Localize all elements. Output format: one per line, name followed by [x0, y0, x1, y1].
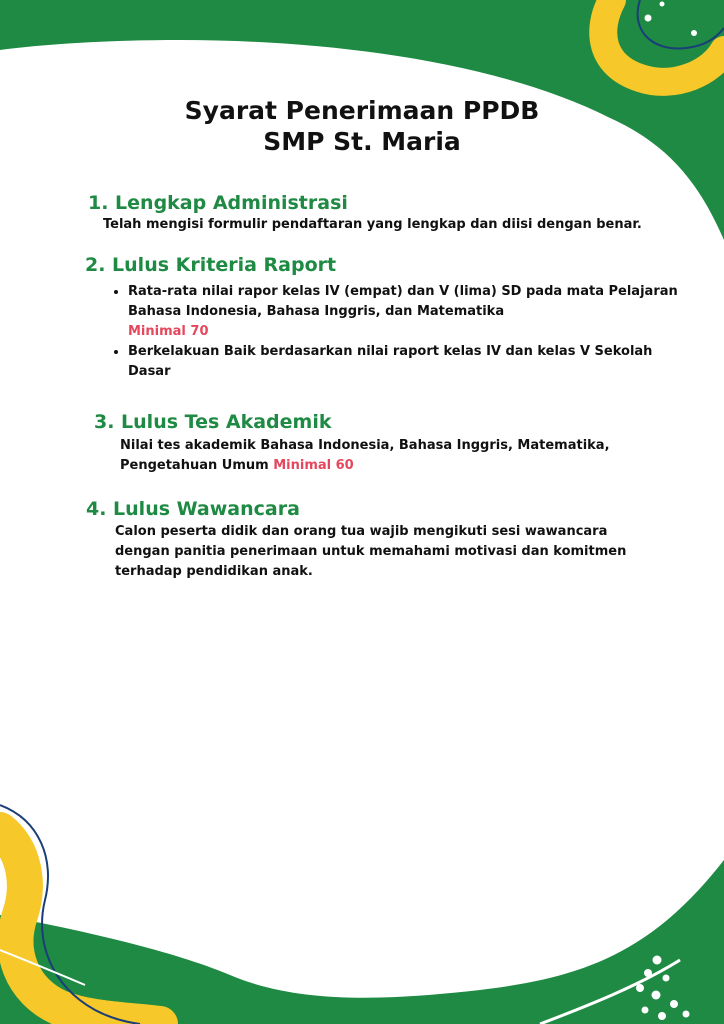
title-line-2: SMP St. Maria	[263, 127, 461, 156]
section-3-text: Nilai tes akademik Bahasa Indonesia, Bahasa Inggris, Matematika, Pengetahuan Umum	[120, 438, 610, 473]
section-1-heading: 1. Lengkap Administrasi	[88, 192, 348, 214]
section-2-heading: 2. Lulus Kriteria Raport	[85, 254, 337, 276]
bullet-2-text: Berkelakuan Baik berdasarkan nilai raport kelas IV dan kelas V Sekolah Dasar	[128, 344, 653, 379]
section-1-text: Telah mengisi formulir pendaftaran yang lengkap dan diisi dengan benar.	[103, 217, 642, 232]
bottom-green-wave	[0, 860, 724, 1024]
page-title	[0, 95, 724, 157]
section-4-text: Calon peserta didik dan orang tua wajib mengikuti sesi wawancara dengan panitia penerimaan untuk memahami motivasi dan komitmen terhadap pendidikan anak.	[115, 524, 627, 579]
section-3-highlight: Minimal 60	[273, 458, 354, 473]
section-3-heading: 3. Lulus Tes Akademik	[94, 411, 332, 433]
section-2-bullet-1	[128, 282, 688, 342]
title-line-1: Syarat Penerimaan PPDB	[184, 96, 540, 125]
bullet-1-text: Rata-rata nilai rapor kelas IV (empat) dan V (lima) SD pada mata Pelajaran Bahasa Indonesia, Bahasa Inggris, dan Matematika	[128, 284, 678, 319]
section-2-bullet-2	[128, 342, 688, 382]
bullet-1-highlight: Minimal 70	[128, 324, 209, 339]
section-3-paragraph	[120, 436, 650, 476]
section-4-heading: 4. Lulus Wawancara	[86, 498, 300, 520]
section-2-bullet-list	[108, 282, 688, 382]
